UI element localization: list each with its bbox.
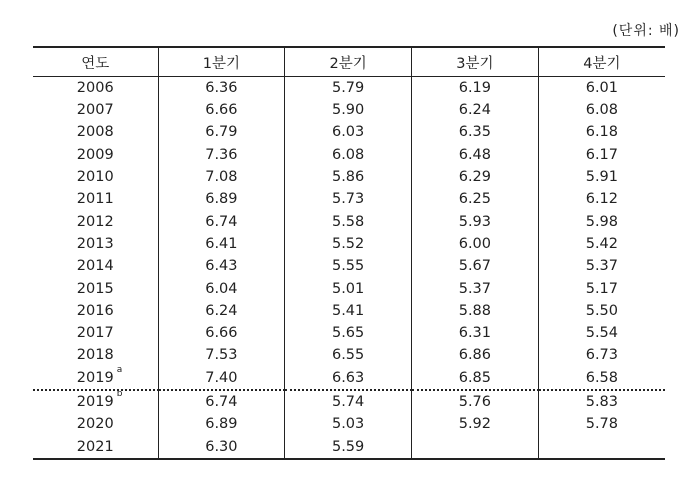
value-cell-q1: 7.40 bbox=[158, 367, 285, 390]
header-year: 연도 bbox=[33, 47, 158, 77]
year-text: 2008 bbox=[76, 124, 114, 141]
value-cell-q2: 5.74 bbox=[285, 390, 412, 413]
year-label bbox=[77, 259, 114, 274]
table-row bbox=[33, 345, 665, 367]
value-cell-q4: 5.78 bbox=[538, 413, 665, 435]
value-cell-q1: 6.24 bbox=[158, 300, 285, 322]
value-cell-q2: 6.03 bbox=[285, 122, 412, 144]
value-cell-q1: 7.53 bbox=[158, 345, 285, 367]
year-label bbox=[77, 125, 114, 140]
table-body bbox=[33, 77, 665, 460]
year-cell bbox=[33, 255, 158, 277]
table-row bbox=[33, 413, 665, 435]
value-cell-q1: 6.89 bbox=[158, 413, 285, 435]
table-row bbox=[33, 255, 665, 277]
year-cell bbox=[33, 413, 158, 435]
header-q1: 1분기 bbox=[158, 47, 285, 77]
year-label bbox=[77, 417, 114, 432]
year-label bbox=[77, 237, 114, 252]
year-text: 2006 bbox=[76, 79, 114, 96]
value-cell-q3: 6.48 bbox=[412, 144, 539, 166]
value-cell-q2: 5.52 bbox=[285, 233, 412, 255]
value-cell-q3: 6.35 bbox=[412, 122, 539, 144]
value-cell-q2: 5.55 bbox=[285, 255, 412, 277]
value-cell-q4: 5.37 bbox=[538, 255, 665, 277]
year-cell bbox=[33, 322, 158, 344]
year-cell bbox=[33, 300, 158, 322]
year-label bbox=[77, 326, 114, 341]
year-label bbox=[77, 215, 114, 230]
year-cell bbox=[33, 436, 158, 459]
year-text: 2018 bbox=[76, 347, 114, 364]
year-cell bbox=[33, 345, 158, 367]
value-cell-q1: 6.41 bbox=[158, 233, 285, 255]
value-cell-q1: 6.79 bbox=[158, 122, 285, 144]
value-cell-q4: 5.91 bbox=[538, 166, 665, 188]
table-row bbox=[33, 390, 665, 413]
value-cell-q4: 5.98 bbox=[538, 211, 665, 233]
value-cell-q3: 5.67 bbox=[412, 255, 539, 277]
table-row bbox=[33, 122, 665, 144]
value-cell-q1: 6.36 bbox=[158, 77, 285, 100]
year-text: 2019 bbox=[76, 369, 114, 386]
value-cell-q2: 5.03 bbox=[285, 413, 412, 435]
year-cell bbox=[33, 233, 158, 255]
year-text: 2010 bbox=[76, 169, 114, 186]
value-cell-q1: 6.66 bbox=[158, 99, 285, 121]
table-row bbox=[33, 367, 665, 390]
value-cell-q4: 6.58 bbox=[538, 367, 665, 390]
year-label bbox=[76, 364, 123, 386]
year-cell bbox=[33, 278, 158, 300]
header-row bbox=[33, 47, 665, 77]
table-row bbox=[33, 144, 665, 166]
year-cell bbox=[33, 390, 158, 413]
value-cell-q1: 6.89 bbox=[158, 188, 285, 210]
value-cell-q3: 6.19 bbox=[412, 77, 539, 100]
header-q3: 3분기 bbox=[412, 47, 539, 77]
year-text: 2012 bbox=[76, 213, 114, 230]
value-cell-q4: 6.08 bbox=[538, 99, 665, 121]
year-cell bbox=[33, 166, 158, 188]
value-cell-q3: 6.31 bbox=[412, 322, 539, 344]
unit-label: (단위: 배) bbox=[612, 23, 680, 39]
value-cell-q1: 6.74 bbox=[158, 211, 285, 233]
year-text: 2020 bbox=[76, 416, 114, 433]
table-row bbox=[33, 300, 665, 322]
year-label bbox=[77, 282, 114, 297]
value-cell-q4: 6.73 bbox=[538, 345, 665, 367]
year-label bbox=[77, 440, 114, 455]
value-cell-q4: 6.18 bbox=[538, 122, 665, 144]
year-cell bbox=[33, 211, 158, 233]
value-cell-q4: 6.12 bbox=[538, 188, 665, 210]
year-label bbox=[77, 304, 114, 319]
value-cell-q3: 6.00 bbox=[412, 233, 539, 255]
value-cell-q2: 5.73 bbox=[285, 188, 412, 210]
value-cell-q2: 5.79 bbox=[285, 77, 412, 100]
value-cell-q3: 6.25 bbox=[412, 188, 539, 210]
value-cell-q1: 6.30 bbox=[158, 436, 285, 459]
year-text: 2016 bbox=[76, 302, 114, 319]
value-cell-q2: 5.59 bbox=[285, 436, 412, 459]
value-cell-q4: 5.17 bbox=[538, 278, 665, 300]
table-row bbox=[33, 436, 665, 459]
year-label bbox=[76, 389, 123, 411]
value-cell-q3: 6.85 bbox=[412, 367, 539, 390]
table-row bbox=[33, 211, 665, 233]
value-cell-q2: 6.55 bbox=[285, 345, 412, 367]
value-cell-q3: 6.86 bbox=[412, 345, 539, 367]
year-label bbox=[77, 148, 114, 163]
value-cell-q4: 6.01 bbox=[538, 77, 665, 100]
year-cell bbox=[33, 99, 158, 121]
table-row bbox=[33, 278, 665, 300]
table-row bbox=[33, 99, 665, 121]
value-cell-q2: 5.58 bbox=[285, 211, 412, 233]
footnote-marker: b bbox=[116, 389, 123, 400]
year-label bbox=[77, 103, 114, 118]
value-cell-q4: 5.50 bbox=[538, 300, 665, 322]
year-text: 2011 bbox=[76, 191, 114, 208]
value-cell-q2: 6.63 bbox=[285, 367, 412, 390]
year-text: 2017 bbox=[76, 325, 114, 342]
value-cell-q1: 6.74 bbox=[158, 390, 285, 413]
value-cell-q3: 5.92 bbox=[412, 413, 539, 435]
data-table bbox=[33, 46, 665, 460]
value-cell-q2: 5.86 bbox=[285, 166, 412, 188]
value-cell-q1: 7.08 bbox=[158, 166, 285, 188]
value-cell-q1: 6.04 bbox=[158, 278, 285, 300]
year-label bbox=[77, 192, 114, 207]
value-cell-q3: 6.29 bbox=[412, 166, 539, 188]
year-text: 2021 bbox=[76, 438, 114, 455]
header-q2: 2분기 bbox=[285, 47, 412, 77]
year-label bbox=[77, 170, 114, 185]
value-cell-q4: 5.54 bbox=[538, 322, 665, 344]
year-label bbox=[77, 348, 114, 363]
value-cell-q3: 6.24 bbox=[412, 99, 539, 121]
year-cell bbox=[33, 364, 158, 390]
table-row bbox=[33, 77, 665, 100]
value-cell-q4 bbox=[538, 436, 665, 459]
value-cell-q1: 7.36 bbox=[158, 144, 285, 166]
year-text: 2019 bbox=[76, 394, 114, 411]
value-cell-q2: 5.90 bbox=[285, 99, 412, 121]
value-cell-q4: 5.83 bbox=[538, 390, 665, 413]
value-cell-q1: 6.43 bbox=[158, 255, 285, 277]
header-q4: 4분기 bbox=[538, 47, 665, 77]
footnote-marker: a bbox=[116, 364, 123, 375]
value-cell-q2: 5.41 bbox=[285, 300, 412, 322]
year-text: 2009 bbox=[76, 146, 114, 163]
value-cell-q3 bbox=[412, 436, 539, 459]
value-cell-q3: 5.88 bbox=[412, 300, 539, 322]
value-cell-q3: 5.93 bbox=[412, 211, 539, 233]
year-text: 2015 bbox=[76, 280, 114, 297]
year-text: 2007 bbox=[76, 102, 114, 119]
value-cell-q2: 5.01 bbox=[285, 278, 412, 300]
table-row bbox=[33, 166, 665, 188]
table-row bbox=[33, 233, 665, 255]
year-label bbox=[77, 81, 114, 96]
value-cell-q3: 5.76 bbox=[412, 390, 539, 413]
value-cell-q1: 6.66 bbox=[158, 322, 285, 344]
year-text: 2013 bbox=[76, 235, 114, 252]
year-cell bbox=[33, 144, 158, 166]
table-row bbox=[33, 322, 665, 344]
year-text: 2014 bbox=[76, 258, 114, 275]
value-cell-q2: 6.08 bbox=[285, 144, 412, 166]
table-row bbox=[33, 188, 665, 210]
value-cell-q2: 5.65 bbox=[285, 322, 412, 344]
value-cell-q4: 6.17 bbox=[538, 144, 665, 166]
year-cell bbox=[33, 77, 158, 100]
value-cell-q4: 5.42 bbox=[538, 233, 665, 255]
value-cell-q3: 5.37 bbox=[412, 278, 539, 300]
year-cell bbox=[33, 122, 158, 144]
year-cell bbox=[33, 188, 158, 210]
